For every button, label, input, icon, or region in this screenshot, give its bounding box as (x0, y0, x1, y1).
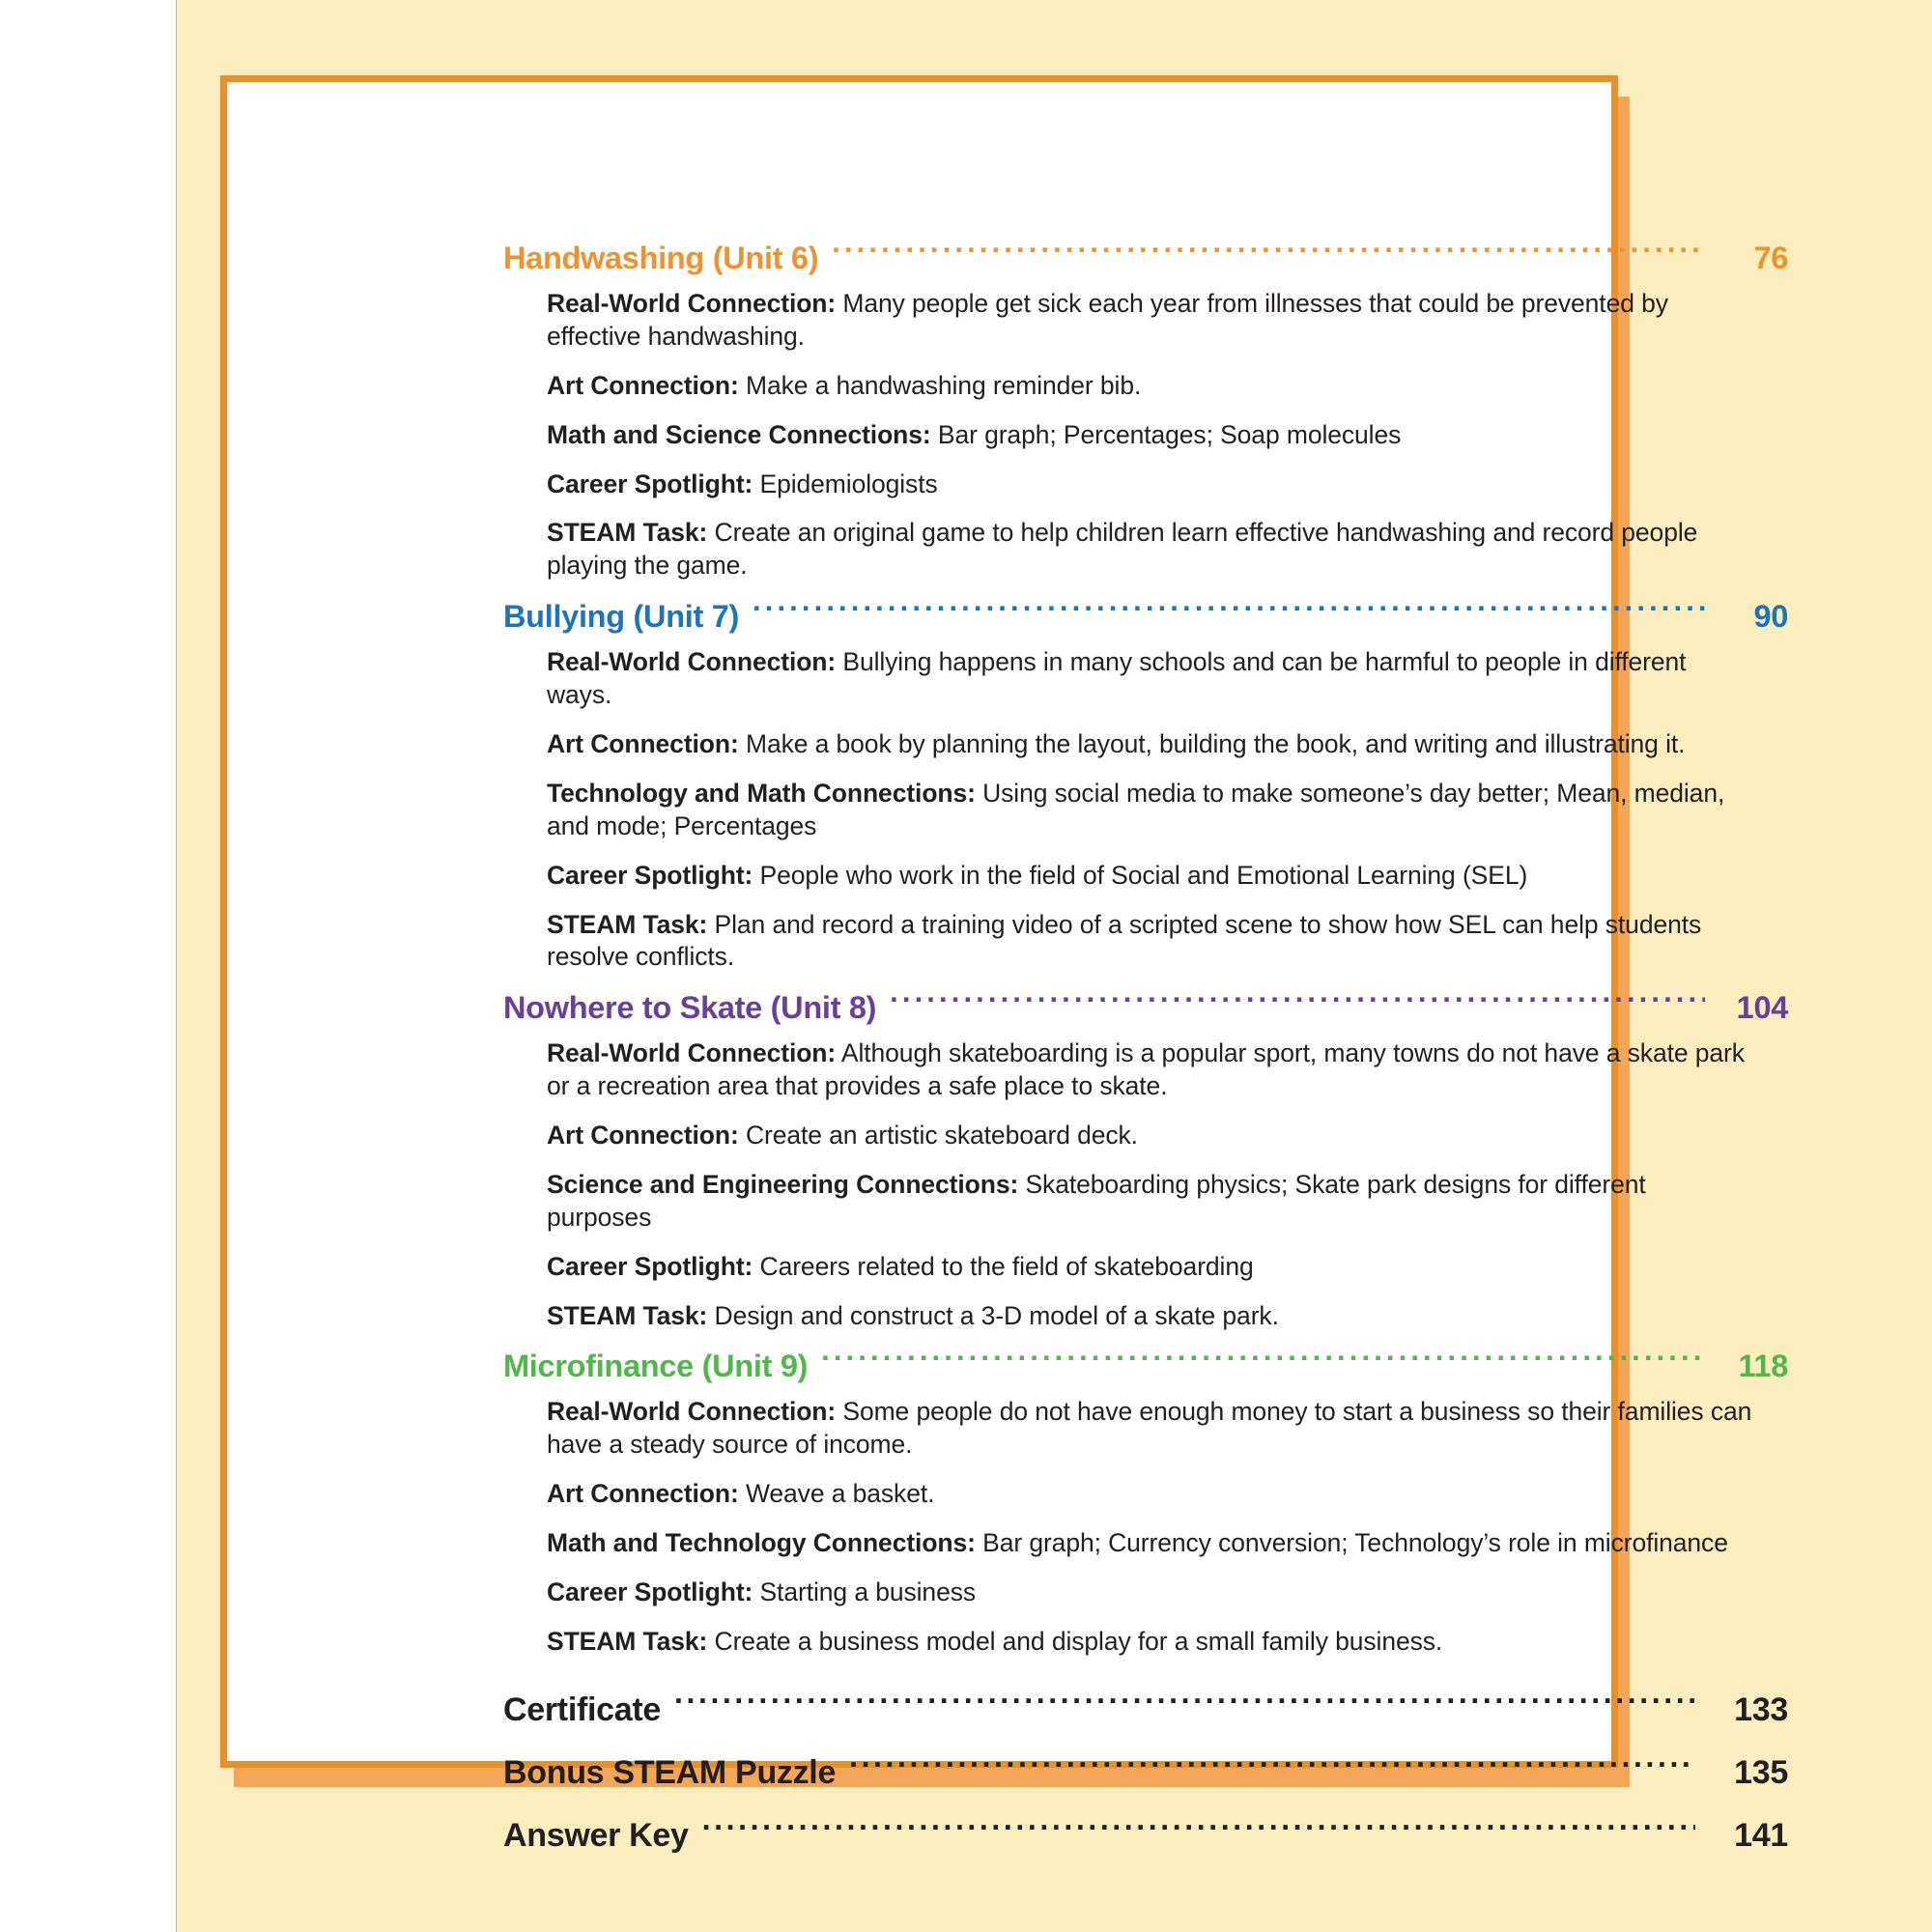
dot-leader (753, 595, 1705, 627)
toc-unit-title[interactable]: Bullying (Unit 7) (503, 598, 740, 634)
detail-line (547, 517, 1754, 582)
detail-label: STEAM Task: (547, 909, 708, 939)
detail-label: Career Spotlight: (547, 1251, 753, 1281)
toc-back-heading-row[interactable] (503, 1813, 1788, 1855)
dot-leader (821, 1346, 1705, 1378)
toc-unit-title[interactable]: Nowhere to Skate (Unit 8) (503, 989, 877, 1025)
detail-label: STEAM Task: (547, 1626, 708, 1656)
detail-text: Starting a business (753, 1577, 977, 1607)
back-matter-list (503, 1688, 1788, 1855)
detail-text: Using social media to make someone’s day better; Mean, median, and mode; Percentages (547, 778, 1725, 840)
detail-label: Career Spotlight: (547, 860, 753, 890)
detail-line (547, 1300, 1754, 1333)
detail-label: Math and Technology Connections: (547, 1528, 976, 1558)
toc-back-matter-entry (503, 1813, 1788, 1855)
detail-label: Art Connection: (547, 1479, 739, 1509)
detail-label: Real-World Connection: (547, 1038, 837, 1068)
toc-unit-entry (503, 1346, 1788, 1659)
toc-unit-heading-row[interactable] (503, 986, 1788, 1026)
detail-line (547, 1120, 1754, 1152)
toc-back-heading-row[interactable] (503, 1688, 1788, 1729)
detail-text: Make a book by planning the layout, building the book, and writing and illustrating it. (738, 728, 1686, 758)
detail-label: Real-World Connection: (547, 288, 837, 318)
detail-text: Careers related to the field of skateboarding (753, 1251, 1254, 1281)
detail-label: Art Connection: (547, 728, 739, 758)
toc-unit-details (547, 1037, 1754, 1332)
detail-text: Plan and record a training video of a scripted scene to show how SEL can help students resolve conflicts. (547, 909, 1702, 972)
detail-line (547, 1396, 1754, 1462)
toc-unit-title[interactable]: Microfinance (Unit 9) (503, 1349, 809, 1384)
detail-label: Art Connection: (547, 370, 739, 400)
detail-line (547, 1169, 1754, 1235)
toc-unit-heading-row[interactable] (503, 595, 1788, 635)
detail-line (547, 1251, 1754, 1284)
detail-line (547, 1037, 1754, 1103)
toc-unit-entry (503, 986, 1788, 1332)
detail-label: Real-World Connection: (547, 1397, 837, 1427)
detail-text: Bar graph; Percentages; Soap molecules (930, 419, 1402, 449)
detail-line (547, 1527, 1754, 1560)
toc-page-number[interactable]: 133 (1734, 1690, 1788, 1728)
dot-leader (674, 1688, 1695, 1720)
toc-back-title[interactable]: Certificate (503, 1690, 661, 1728)
detail-text: Some people do not have enough money to start a business so their families can have a steady source of income. (547, 1397, 1752, 1460)
detail-text: Bullying happens in many schools and can be harmful to people in different ways. (547, 647, 1687, 709)
dot-leader (832, 237, 1705, 269)
toc-back-matter-entry (503, 1688, 1788, 1729)
detail-label: Art Connection: (547, 1121, 739, 1151)
detail-label: STEAM Task: (547, 1300, 708, 1330)
detail-line (547, 469, 1754, 501)
detail-text: Design and construct a 3-D model of a skate park. (707, 1300, 1279, 1330)
detail-text: Create an artistic skateboard deck. (738, 1121, 1138, 1151)
toc-page-number[interactable]: 135 (1734, 1753, 1788, 1791)
detail-label: Real-World Connection: (547, 647, 837, 677)
detail-line (547, 646, 1754, 712)
detail-text: Although skateboarding is a popular sport, many towns do not have a skate park or a recreation area that provides a safe place to skate. (547, 1038, 1745, 1101)
toc-page-number[interactable]: 90 (1753, 598, 1788, 634)
toc-page-number[interactable]: 118 (1738, 1349, 1788, 1384)
detail-label: Science and Engineering Connections: (547, 1169, 1019, 1199)
detail-text: Make a handwashing reminder bib. (738, 370, 1142, 400)
detail-line (547, 728, 1754, 761)
toc-unit-details (547, 646, 1754, 974)
detail-text: Many people get sick each year from illnesses that could be prevented by effective handwashing. (547, 288, 1668, 351)
toc-unit-entry (503, 237, 1788, 582)
detail-line (547, 1626, 1754, 1659)
toc-page-number[interactable]: 76 (1753, 240, 1788, 275)
toc-unit-heading-row[interactable] (503, 237, 1788, 276)
toc-back-title[interactable]: Bonus STEAM Puzzle (503, 1753, 837, 1791)
toc-unit-heading-row[interactable] (503, 1346, 1788, 1385)
detail-text: Bar graph; Currency conversion; Technology’s role in microfinance (975, 1528, 1728, 1558)
detail-text: Skateboarding physics; Skate park designs for different purposes (547, 1169, 1646, 1232)
toc-page-number[interactable]: 104 (1736, 989, 1788, 1025)
toc-page-number[interactable]: 141 (1734, 1817, 1788, 1855)
dot-leader (849, 1750, 1695, 1783)
detail-label: Career Spotlight: (547, 469, 753, 498)
detail-line (547, 419, 1754, 452)
detail-label: Career Spotlight: (547, 1577, 753, 1607)
detail-line (547, 288, 1754, 354)
table-of-contents (503, 237, 1788, 1876)
toc-back-matter-entry (503, 1750, 1788, 1792)
detail-text: Create a business model and display for a small family business. (707, 1626, 1443, 1656)
detail-line (547, 1577, 1754, 1609)
toc-unit-entry (503, 595, 1788, 974)
detail-line (547, 778, 1754, 843)
detail-text: Weave a basket. (738, 1479, 935, 1509)
detail-line (547, 909, 1754, 975)
content-panel (220, 75, 1788, 1855)
toc-unit-details (547, 288, 1754, 582)
detail-label: Technology and Math Connections: (547, 778, 976, 808)
detail-line (547, 1478, 1754, 1511)
detail-line (547, 370, 1754, 403)
dot-leader (702, 1813, 1695, 1846)
detail-line (547, 860, 1754, 893)
toc-unit-title[interactable]: Handwashing (Unit 6) (503, 240, 819, 275)
toc-back-title[interactable]: Answer Key (503, 1817, 689, 1855)
dot-leader (890, 986, 1705, 1018)
detail-label: STEAM Task: (547, 518, 708, 548)
toc-unit-details (547, 1396, 1754, 1658)
detail-text: Epidemiologists (753, 469, 938, 498)
detail-text: Create an original game to help children learn effective handwashing and record people playing the game. (547, 518, 1698, 581)
detail-text: People who work in the field of Social and Emotional Learning (SEL) (753, 860, 1528, 890)
toc-back-heading-row[interactable] (503, 1750, 1788, 1792)
detail-label: Math and Science Connections: (547, 419, 931, 449)
